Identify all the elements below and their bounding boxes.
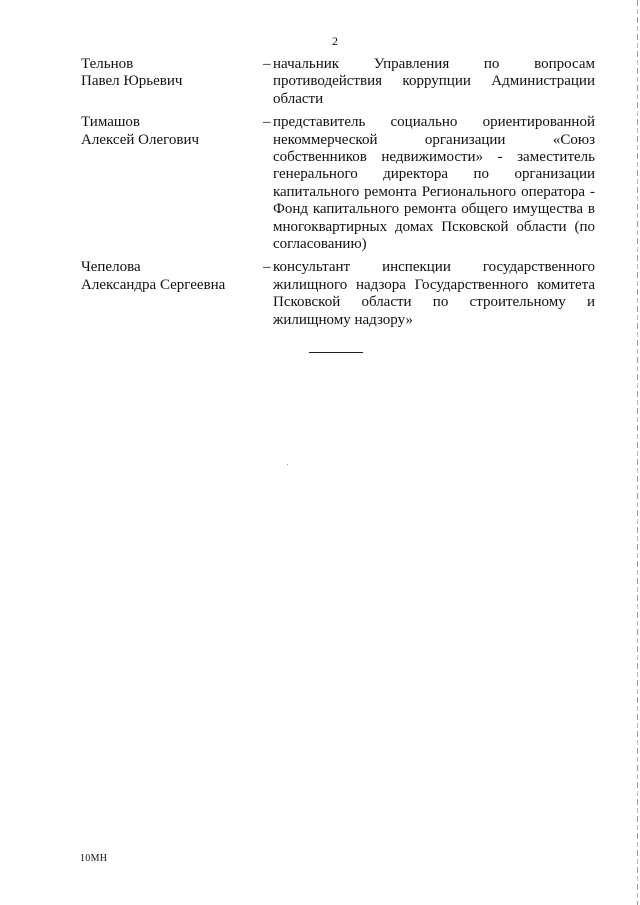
member-role: начальник Управления по вопросам противодействия коррупции Администрации области <box>273 56 595 107</box>
member-given-names: Александра Сергеевна <box>81 276 226 293</box>
member-given-names: Павел Юрьевич <box>81 73 183 90</box>
member-entry <box>81 114 595 253</box>
member-role: представитель социально ориентированной некоммерческой организации «Союз собственников недвижимости» - заместитель генерального директора по организации капитального ремонта Регионального оператора - Фонд капитального ремонта общего имущества в многоквартирных домах Псковской области (по согласованию) <box>273 114 595 253</box>
member-surname: Чепелова <box>81 259 141 276</box>
member-entry <box>81 259 595 329</box>
member-list <box>81 56 595 334</box>
member-entry <box>81 56 595 108</box>
dash-separator: – <box>263 259 271 276</box>
member-name <box>81 114 263 253</box>
end-of-list-rule <box>309 352 363 353</box>
member-given-names: Алексей Олегович <box>81 131 200 148</box>
document-code: 10МН <box>80 853 108 864</box>
scan-edge-line <box>637 0 638 905</box>
member-name <box>81 259 263 329</box>
dash-separator: – <box>263 114 271 131</box>
page-number: 2 <box>332 34 338 48</box>
dash-separator: – <box>263 56 271 72</box>
member-role: консультант инспекции государственного жилищного надзора Государственного комитета Псковской области по строительному и жилищному надзору» <box>273 259 595 328</box>
member-name <box>81 56 263 108</box>
member-surname: Тимашов <box>81 114 140 131</box>
member-surname: Тельнов <box>81 56 134 72</box>
scan-speck <box>287 464 288 465</box>
